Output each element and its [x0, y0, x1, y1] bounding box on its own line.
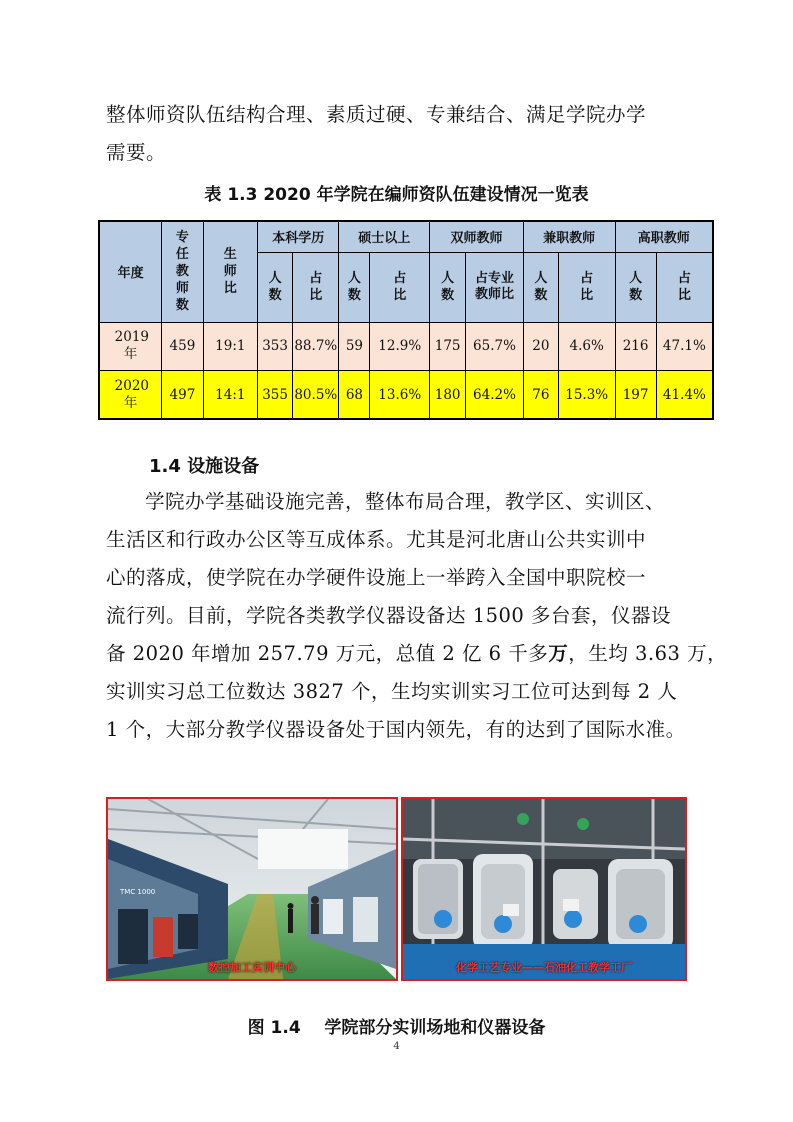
cell-dual-count: 180: [430, 371, 466, 420]
paragraph-line: 流行列。目前，学院各类教学仪器设备达 1500 多台套，仪器设: [106, 604, 672, 627]
subheader-share: 占比: [370, 252, 430, 322]
cell-part-share: 4.6%: [558, 322, 615, 370]
paragraph-line: 生活区和行政办公区等互成体系。尤其是河北唐山公共实训中: [106, 528, 647, 551]
header-bachelor: 本科学历: [258, 221, 339, 252]
cell-bachelor-share: 80.5%: [293, 371, 339, 420]
staff-table: [98, 220, 714, 420]
header-part-time: 兼职教师: [523, 221, 615, 252]
subheader-share: 占比: [293, 252, 339, 322]
cnc-workshop-illustration: [108, 799, 396, 979]
table-caption: 表 1.3 2020 年学院在编师资队伍建设情况一览表: [204, 185, 589, 205]
paragraph-line: 1 个，大部分教学仪器设备处于国内领先，有的达到了国际水准。: [106, 718, 686, 741]
subheader-count: 人数: [615, 252, 656, 322]
cell-dual-share: 64.2%: [466, 371, 524, 420]
paragraph-line: 备 2020 年增加 257.79 万元，总值 2 亿 6 千多万，生均 3.63 万，: [106, 642, 728, 665]
figure-caption: 图 1.4 学院部分实训场地和仪器设备: [247, 1018, 546, 1038]
subheader-dual-share: 占专业教师比: [466, 252, 524, 322]
intro-paragraph: [106, 96, 694, 172]
cell-dual-count: 175: [430, 322, 466, 370]
subheader-count: 人数: [430, 252, 466, 322]
cell-part-share: 15.3%: [558, 371, 615, 420]
header-dual: 双师教师: [430, 221, 524, 252]
cell-year: 2020年: [99, 371, 162, 420]
emphasis-char: 万: [548, 642, 569, 665]
page-number: 4: [393, 1041, 400, 1052]
chemical-plant-illustration: [403, 799, 685, 979]
table-row: [99, 371, 713, 420]
cell-ratio: 14:1: [203, 371, 258, 420]
header-year: 年度: [99, 221, 162, 322]
facilities-paragraph: [106, 483, 728, 749]
header-ratio: 生师比: [203, 221, 258, 322]
table-row: [99, 322, 713, 370]
cell-bachelor-count: 355: [258, 371, 293, 420]
chemical-plant-photo: [401, 797, 687, 981]
cell-bachelor-count: 353: [258, 322, 293, 370]
cnc-workshop-photo: [106, 797, 398, 981]
cell-dual-share: 65.7%: [466, 322, 524, 370]
section-heading: 1.4 设施设备: [149, 456, 260, 477]
cell-full-time: 459: [162, 322, 203, 370]
subheader-count: 人数: [523, 252, 558, 322]
paragraph-line: 实训实习总工位数达 3827 个，生均实训实习工位可达到每 2 人: [106, 680, 678, 703]
cell-full-time: 497: [162, 371, 203, 420]
cell-part-count: 20: [523, 322, 558, 370]
cell-master-share: 13.6%: [370, 371, 430, 420]
header-senior: 高职教师: [615, 221, 713, 252]
cell-senior-share: 41.4%: [656, 371, 713, 420]
paragraph-line: 心的落成，使学院在办学硬件设施上一举跨入全国中职院校一: [106, 566, 647, 589]
cell-year: 2019年: [99, 322, 162, 370]
cell-senior-count: 197: [615, 371, 656, 420]
cell-master-count: 68: [339, 371, 370, 420]
cell-master-share: 12.9%: [370, 322, 430, 370]
right-photo-label: 化学工艺专业——石油化工教学工厂: [456, 961, 632, 974]
left-photo-label: 数控加工实训中心: [208, 961, 296, 974]
subheader-count: 人数: [339, 252, 370, 322]
cell-master-count: 59: [339, 322, 370, 370]
subheader-share: 占比: [656, 252, 713, 322]
cell-senior-count: 216: [615, 322, 656, 370]
cell-bachelor-share: 88.7%: [293, 322, 339, 370]
svg-text:TMC 1000: TMC 1000: [120, 888, 156, 896]
cell-senior-share: 47.1%: [656, 322, 713, 370]
cell-ratio: 19:1: [203, 322, 258, 370]
subheader-count: 人数: [258, 252, 293, 322]
header-master: 硕士以上: [339, 221, 430, 252]
paragraph-line: 学院办学基础设施完善，整体布局合理，教学区、实训区、: [145, 490, 666, 513]
cell-part-count: 76: [523, 371, 558, 420]
paragraph-line: 需要。: [106, 141, 167, 164]
header-full-time: 专任教师数: [162, 221, 203, 322]
subheader-share: 占比: [558, 252, 615, 322]
paragraph-line: 整体师资队伍结构合理、素质过硬、专兼结合、满足学院办学: [106, 103, 647, 126]
